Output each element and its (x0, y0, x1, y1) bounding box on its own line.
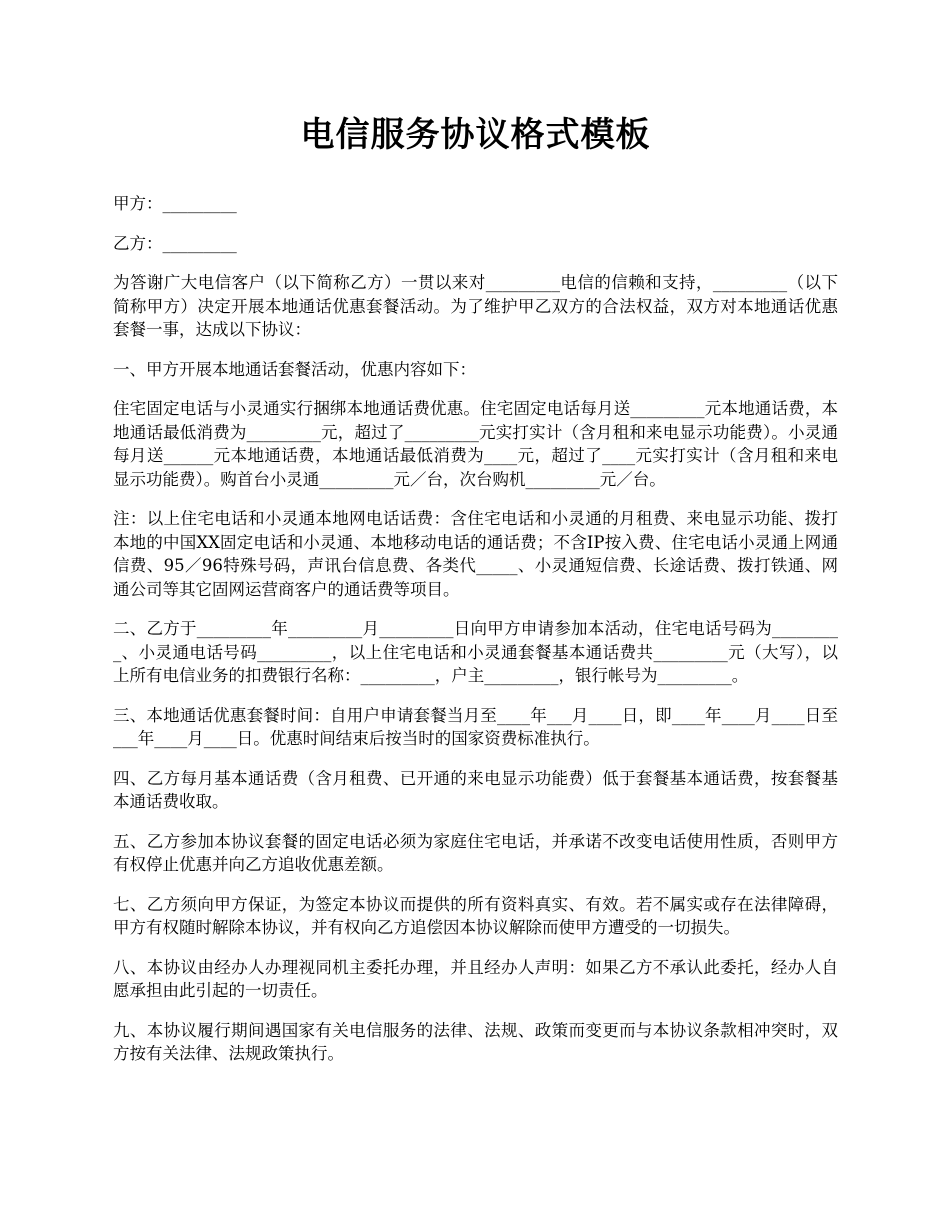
document-title: 电信服务协议格式模板 (300, 115, 651, 155)
preamble-paragraph: 为答谢广大电信客户（以下简称乙方）一贯以来对_________电信的信赖和支持，_________（以下简称甲方）决定开展本地通话优惠套餐活动。为了维护甲乙双方的合法权益，双方对本地通话优惠套餐一事，达成以下协议： (113, 273, 838, 339)
party-b-line: 乙方：_________ (113, 233, 237, 253)
clause-9-paragraph: 九、本协议履行期间遇国家有关电信服务的法律、法规、政策而变更而与本协议条款相冲突时，双方按有关法律、法规政策执行。 (113, 1020, 838, 1063)
clause-7-paragraph: 七、乙方须向甲方保证，为签定本协议而提供的所有资料真实、有效。若不属实或存在法律障碍，甲方有权随时解除本协议，并有权向乙方追偿因本协议解除而使甲方遭受的一切损失。 (113, 894, 838, 937)
clause-5-paragraph: 五、乙方参加本协议套餐的固定电话必须为家庭住宅电话，并承诺不改变电话使用性质，否则甲方有权停止优惠并向乙方追收优惠差额。 (113, 831, 838, 874)
clause-2-paragraph: 二、乙方于_________年_________月_________日向甲方申请参加本活动，住宅电话号码为_________、小灵通电话号码_________，以上住宅电话和小灵通套餐基本通话费共_________元（大写），以上所有电信业务的扣费银行名称：_________，户主_________，银行帐号为_________。 (113, 619, 838, 685)
clause-8-paragraph: 八、本协议由经办人办理视同机主委托办理，并且经办人声明：如果乙方不承认此委托，经办人自愿承担由此引起的一切责任。 (113, 957, 838, 1000)
clause-1-note: 注：以上住宅电话和小灵通本地网电话话费：含住宅电话和小灵通的月租费、来电显示功能、拨打本地的中国XX固定电话和小灵通、本地移动电话的通话费；不含IP按入费、住宅电话小灵通上网通信费、95／96特殊号码，声讯台信息费、各类代_____、小灵通短信费、长途话费、拨打铁通、网通公司等其它固网运营商客户的通话费等项目。 (113, 509, 838, 599)
clause-1-heading: 一、甲方开展本地通话套餐活动，优惠内容如下： (113, 359, 476, 379)
clause-1-details: 住宅固定电话与小灵通实行捆绑本地通话费优惠。住宅固定电话每月送_________元本地通话费，本地通话最低消费为_________元，超过了_________元实打实计（含月租和来电显示功能费）。小灵通每月送______元本地通话费，本地通话最低消费为____元，超过了____元实打实计（含月租和来电显示功能费）。购首台小灵通_________元／台，次台购机_________元／台。 (113, 399, 838, 489)
party-a-line: 甲方：_________ (113, 194, 237, 213)
clause-3-paragraph: 三、本地通话优惠套餐时间：自用户申请套餐当月至____年___月____日，即____年____月____日至___年____月____日。优惠时间结束后按当时的国家资费标准执行。 (113, 705, 838, 748)
clause-4-paragraph: 四、乙方每月基本通话费（含月租费、已开通的来电显示功能费）低于套餐基本通话费，按套餐基本通话费收取。 (113, 768, 838, 811)
